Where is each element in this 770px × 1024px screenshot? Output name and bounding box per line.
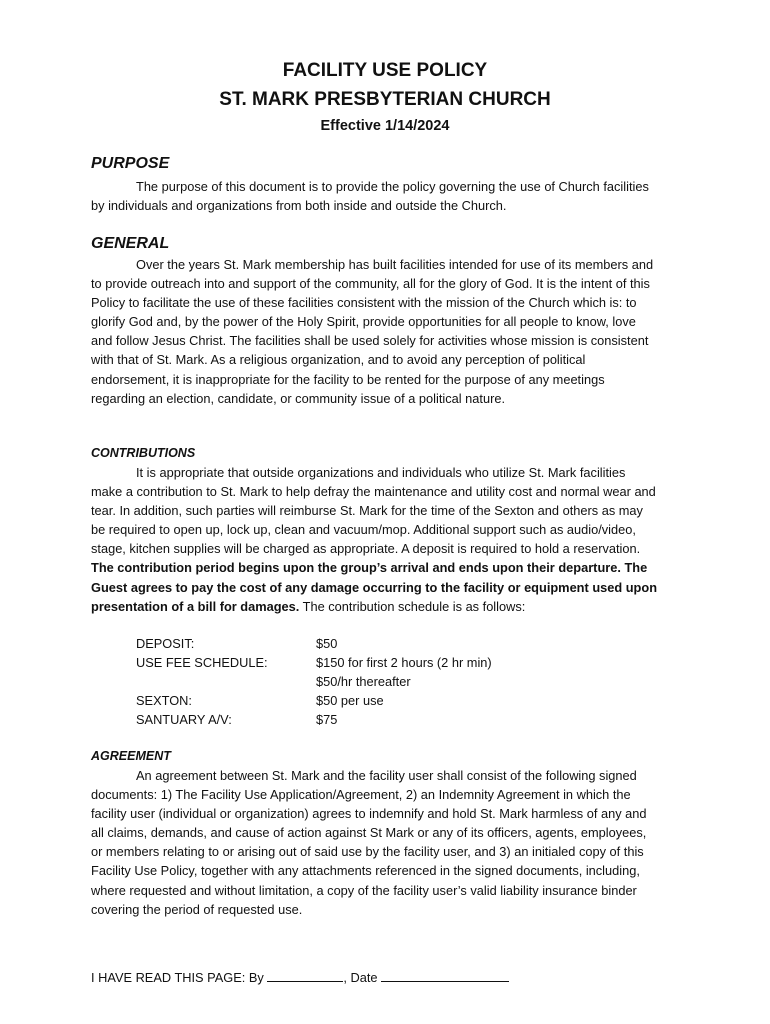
schedule-row bbox=[136, 672, 492, 691]
purpose-paragraph: The purpose of this document is to provide the policy governing the use of Church facilities by individuals and organizations from both inside and outside the Church. bbox=[91, 179, 649, 214]
contribution-schedule bbox=[136, 634, 492, 729]
schedule-value: $50 bbox=[316, 636, 338, 651]
schedule-value: $50/hr thereafter bbox=[316, 674, 411, 689]
schedule-value: $75 bbox=[316, 712, 338, 727]
general-heading: GENERAL bbox=[91, 235, 170, 252]
schedule-label: USE FEE SCHEDULE: bbox=[136, 655, 268, 670]
document-title: FACILITY USE POLICY bbox=[282, 60, 488, 81]
agreement-paragraph: An agreement between St. Mark and the facility user shall consist of the following signed documents: 1) The Facility Use Application/Agreement, 2) an Indemnity Agreement in which the facility user (individual or organization) agrees to indemnify and hold St. Mark harmless of any and all claims, demands, and cause of action against St Mark or any of its officers, agents, employees, or members relating to or arising out of said use by the facility user, and 3) an initialed copy of this Facility Use Policy, together with any attachments referenced in the signed documents, including, where requested and without limitation, a copy of the facility user’s valid liability insurance binder covering the period of requested use. bbox=[91, 768, 647, 917]
schedule-value: $150 for first 2 hours (2 hr min) bbox=[316, 655, 492, 670]
church-name: ST. MARK PRESBYTERIAN CHURCH bbox=[219, 89, 551, 110]
contributions-text-end: The contribution schedule is as follows: bbox=[299, 598, 526, 614]
contributions-bold-text: The contribution period begins upon the group’s arrival and ends upon their departure. The Guest agrees to pay the cost of any damage occurring to the facility or equipment used upon presentation of a bill for damages. bbox=[91, 560, 658, 614]
schedule-row bbox=[136, 691, 492, 710]
date-field[interactable] bbox=[381, 968, 509, 982]
schedule-label bbox=[136, 672, 316, 691]
schedule-label: DEPOSIT: bbox=[136, 636, 195, 651]
schedule-label: SANTUARY A/V: bbox=[136, 712, 232, 727]
acknowledgement-line bbox=[91, 968, 509, 985]
acknowledgement-label: I HAVE READ THIS PAGE: By bbox=[91, 970, 268, 985]
schedule-row bbox=[136, 634, 492, 653]
schedule-value: $50 per use bbox=[316, 693, 384, 708]
initials-field[interactable] bbox=[267, 968, 343, 982]
agreement-heading: AGREEMENT bbox=[91, 749, 171, 763]
schedule-label: SEXTON: bbox=[136, 693, 192, 708]
contributions-text: It is appropriate that outside organizations and individuals who utilize St. Mark facilities make a contribution to St. Mark to help defray the maintenance and utility cost and normal wear and tear. In addition, such parties will reimburse St. Mark for the time of the Sexton and others as may be required to open up, lock up, clean and vacuum/mop. Additional support such as audio/video, stage, kitchen supplies will be charged as appropriate. A deposit is required to hold a reservation. bbox=[91, 465, 656, 557]
general-paragraph: Over the years St. Mark membership has built facilities intended for use of its members and to provide outreach into and support of the community, all for the glory of God. It is the intent of this Policy to facilitate the use of these facilities consistent with the mission of the Church which is: to glorify God and, by the power of the Holy Spirit, provide opportunities for all people to know, love and follow Jesus Christ. The facilities shall be used solely for activities whose mission is consistent with that of St. Mark. As a religious organization, and to avoid any perception of political endorsement, it is inappropriate for the facility to be rented for the purpose of any meetings regarding an election, candidate, or community issue of a political nature. bbox=[91, 257, 654, 406]
contributions-paragraph bbox=[91, 463, 659, 616]
effective-date: Effective 1/14/2024 bbox=[320, 118, 450, 134]
contributions-heading: CONTRIBUTIONS bbox=[91, 446, 196, 460]
schedule-row bbox=[136, 653, 492, 672]
purpose-heading: PURPOSE bbox=[91, 155, 170, 172]
schedule-row bbox=[136, 710, 492, 729]
date-label: , Date bbox=[343, 970, 382, 985]
